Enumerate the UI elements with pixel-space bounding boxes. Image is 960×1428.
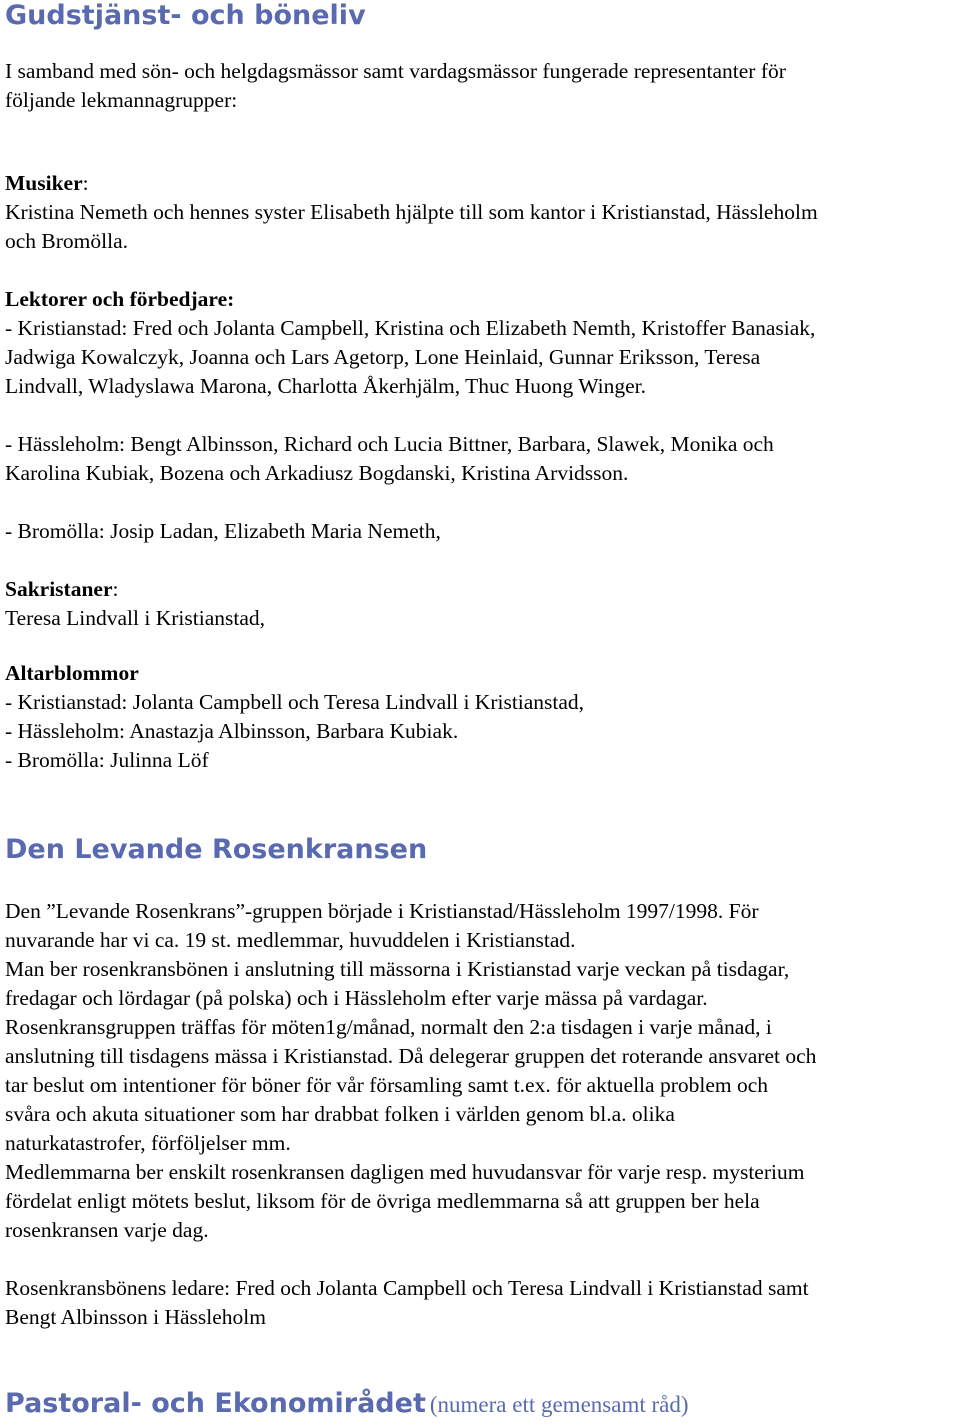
musiker-colon: : (82, 171, 89, 195)
musiker-line: Kristina Nemeth och hennes syster Elisabeth hjälpte till som kantor i Kristianstad, Hässleholm (5, 200, 818, 224)
lektorer-hassleholm-block (5, 430, 774, 488)
musiker-line: och Bromölla. (5, 229, 129, 253)
rosenkransen-line: Rosenkransgruppen träffas för möten1g/månad, normalt den 2:a tisdagen i varje månad, i (5, 1015, 772, 1039)
lektorer-heading: Lektorer och förbedjare: (5, 287, 235, 311)
rosenkransen-line: anslutning till tisdagens mässa i Kristianstad. Då delegerar gruppen det roterande ansvaret och (5, 1044, 817, 1068)
rosenkransen-line: svåra och akuta situationer som har drabbat folken i världen genom bl.a. olika (5, 1102, 675, 1126)
rosenkransen-paragraph (5, 897, 816, 1245)
lektorer-block (5, 285, 815, 401)
lektorer-kristianstad-line: Lindvall, Wladyslawa Marona, Charlotta Åkerhjälm, Thuc Huong Winger. (5, 374, 647, 398)
altarblommor-line: - Kristianstad: Jolanta Campbell och Teresa Lindvall i Kristianstad, (5, 690, 585, 714)
intro-paragraph (5, 57, 786, 115)
rosenkransen-line: fördelat enligt mötets beslut, liksom för de övriga medlemmarna så att gruppen ber hela (5, 1189, 760, 1213)
altarblommor-heading: Altarblommor (5, 661, 139, 685)
rosenkransen-line: rosenkransen varje dag. (5, 1218, 209, 1242)
sakristaner-colon: : (112, 577, 119, 601)
leaders-line: Rosenkransbönens ledare: Fred och Jolanta Campbell och Teresa Lindvall i Kristianstad samt (5, 1276, 809, 1300)
section-title-gudstjanst: Gudstjänst- och böneliv (5, 0, 366, 31)
rosenkransen-line: Medlemmarna ber enskilt rosenkransen dagligen med huvudansvar för varje resp. mysterium (5, 1160, 805, 1184)
lektorer-hassleholm-line: - Hässleholm: Bengt Albinsson, Richard och Lucia Bittner, Barbara, Slawek, Monika och (5, 432, 774, 456)
rosenkransen-line: naturkatastrofer, förföljelser mm. (5, 1131, 291, 1155)
sakristaner-heading (5, 575, 265, 604)
section-subtitle-pastoral: (numera ett gemensamt råd) (429, 1392, 689, 1417)
leaders-line: Bengt Albinsson i Hässleholm (5, 1305, 266, 1329)
sakristaner-label: Sakristaner (5, 577, 113, 601)
sakristaner-text: Teresa Lindvall i Kristianstad, (5, 606, 266, 630)
musiker-block (5, 169, 818, 256)
rosenkransen-line: tar beslut om intentioner för böner för vår församling samt t.ex. för aktuella problem och (5, 1073, 769, 1097)
musiker-heading (5, 169, 818, 198)
lektorer-bromolla-line: - Bromölla: Josip Ladan, Elizabeth Maria Nemeth, (5, 519, 441, 543)
rosenkransen-line: nuvarande har vi ca. 19 st. medlemmar, huvuddelen i Kristianstad. (5, 928, 576, 952)
musiker-label: Musiker (5, 171, 83, 195)
intro-line: I samband med sön- och helgdagsmässor samt vardagsmässor fungerade representanter för (5, 59, 786, 83)
lektorer-bromolla-block (5, 517, 441, 546)
section-title-pastoral: Pastoral- och Ekonomirådet (5, 1388, 426, 1419)
sakristaner-block (5, 575, 265, 633)
lektorer-hassleholm-line: Karolina Kubiak, Bozena och Arkadiusz Bogdanski, Kristina Arvidsson. (5, 461, 629, 485)
altarblommor-line: - Hässleholm: Anastazja Albinsson, Barbara Kubiak. (5, 719, 459, 743)
section-title-pastoral-row (5, 1388, 689, 1420)
intro-line: följande lekmannagrupper: (5, 88, 238, 112)
lektorer-kristianstad-line: - Kristianstad: Fred och Jolanta Campbell, Kristina och Elizabeth Nemth, Kristoffer Banasiak, (5, 316, 816, 340)
section-title-rosenkransen: Den Levande Rosenkransen (5, 834, 428, 865)
rosenkransen-line: Man ber rosenkransbönen i anslutning till mässorna i Kristianstad varje veckan på tisdagar, (5, 957, 790, 981)
rosenkransen-line: Den ”Levande Rosenkrans”-gruppen började i Kristianstad/Hässleholm 1997/1998. För (5, 899, 759, 923)
altarblommor-block (5, 659, 584, 775)
rosenkransen-line: fredagar och lördagar (på polska) och i Hässleholm efter varje mässa på vardagar. (5, 986, 708, 1010)
lektorer-kristianstad-line: Jadwiga Kowalczyk, Joanna och Lars Agetorp, Lone Heinlaid, Gunnar Eriksson, Teresa (5, 345, 761, 369)
rosenkransen-leaders-paragraph (5, 1274, 809, 1332)
altarblommor-line: - Bromölla: Julinna Löf (5, 748, 209, 772)
